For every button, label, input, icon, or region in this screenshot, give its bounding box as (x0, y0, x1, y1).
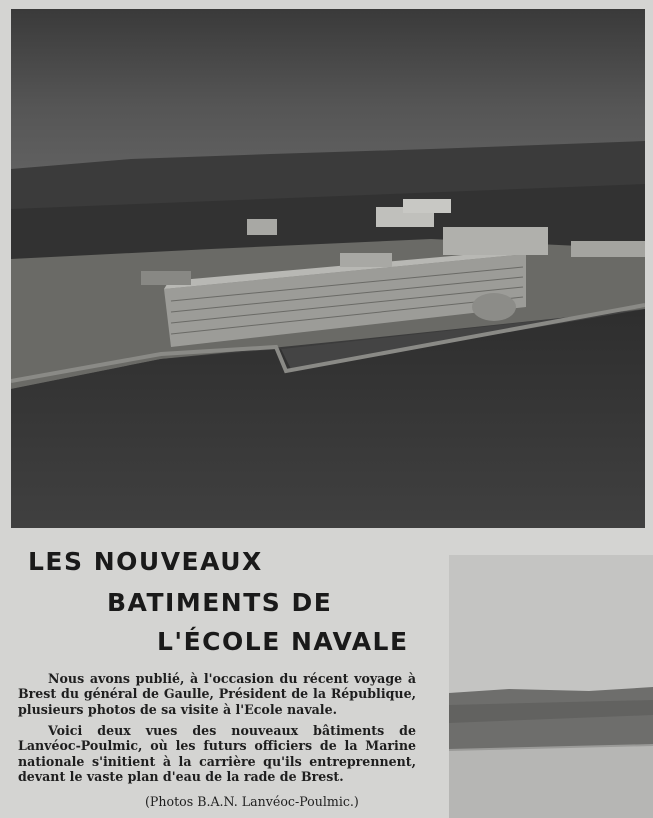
secondary-photo (449, 555, 653, 818)
headline-line-3: L'ÉCOLE NAVALE (157, 627, 409, 656)
photo-credit: (Photos B.A.N. Lanvéoc-Poulmic.) (145, 794, 359, 809)
article-paragraph-1: Nous avons publié, à l'occasion du récent voyage à Brest du général de Gaulle, Président de la République, plusieurs photos de sa visite à l'Ecole navale. (18, 671, 416, 717)
article-paragraph-2: Voici deux vues des nouveaux bâtiments de Lanvéoc-Poulmic, où les futurs officiers de la Marine nationale s'initient à la carrière qu'ils entreprennent, devant le vaste plan d'eau de la rade de Brest. (18, 723, 416, 785)
headline-line-1: LES NOUVEAUX (28, 547, 263, 576)
headline-line-2: BATIMENTS DE (107, 588, 333, 617)
